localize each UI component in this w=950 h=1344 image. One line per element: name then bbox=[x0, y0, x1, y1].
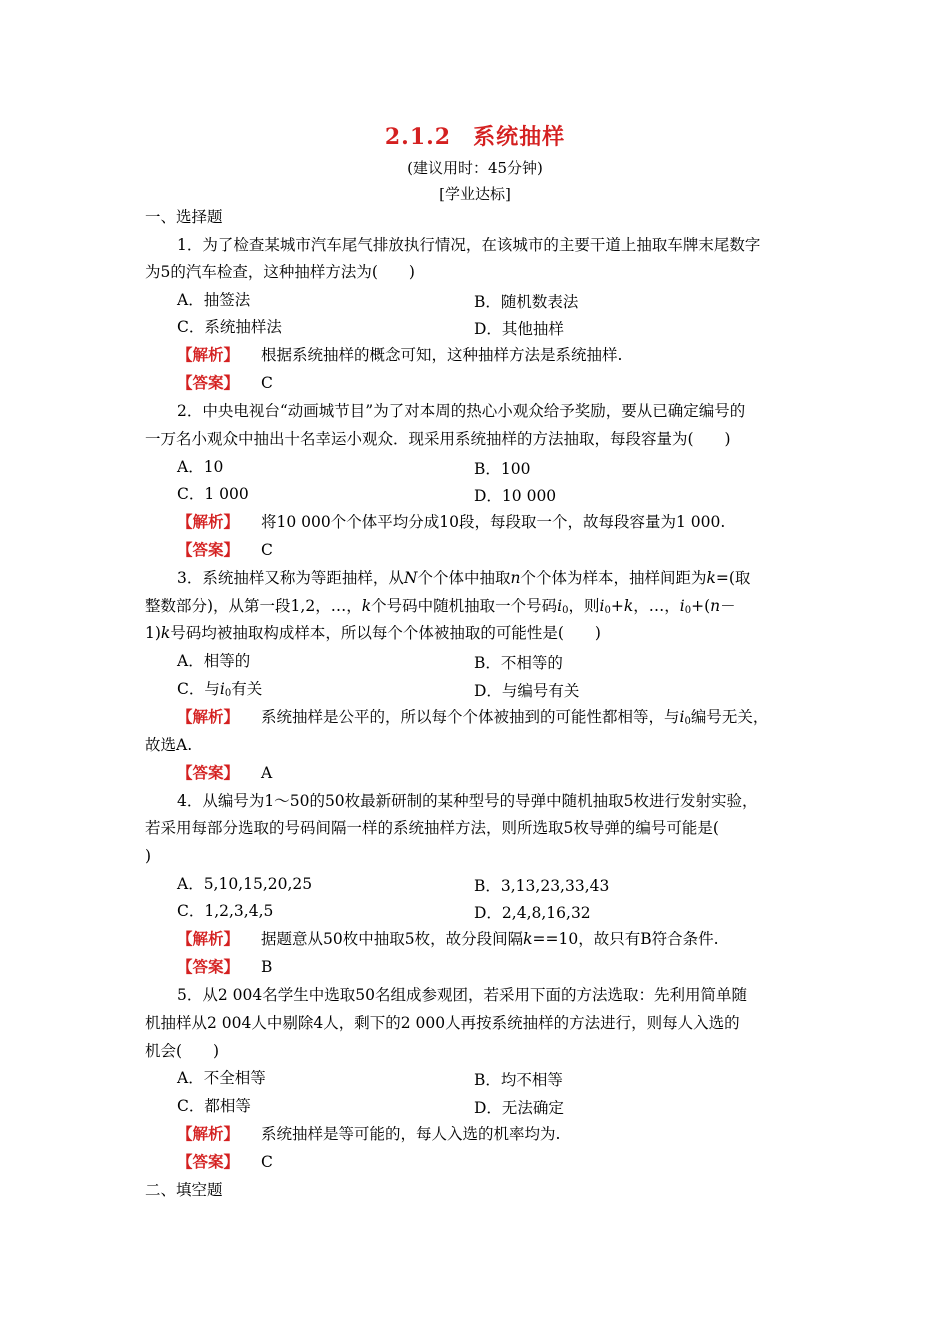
q4-stem-line1: 4．从编号为1～50的50枚最新研制的某种型号的导弹中随机抽取5枚进行发射实验， bbox=[177, 792, 758, 810]
q3-stem-line2: 整数部分)，从第一段1,2，…，k个号码中随机抽取一个号码$i_0$，则$i_0+k$，…，$i_0+(n-$ bbox=[145, 597, 736, 616]
answer-label: 【答案】 bbox=[177, 540, 240, 559]
q3-stem-line1: 3．系统抽样又称为等距抽样，从N个个体中抽取n个个体为样本，抽样间距为k=(取 bbox=[177, 569, 751, 587]
q4-analysis: 【解析】 据题意从50枚中抽取5枚，故分段间隔k==10，故只有B符合条件. bbox=[177, 929, 719, 948]
q4-stem-line2: 若采用每部分选取的号码间隔一样的系统抽样方法，则所选取5枚导弹的编号可能是( bbox=[145, 819, 719, 837]
section-tag: [学业达标] bbox=[439, 185, 511, 203]
q2-answer-text: C bbox=[261, 541, 273, 559]
q1-option-d: D．其他抽样 bbox=[474, 320, 564, 338]
q1-answer-text: C bbox=[261, 374, 273, 392]
q1-stem-line2: 为5的汽车检查，这种抽样方法为( ) bbox=[145, 263, 415, 281]
q1-stem-line1: 1．为了检查某城市汽车尾气排放执行情况，在该城市的主要干道上抽取车牌末尾数字 bbox=[177, 236, 761, 254]
answer-label: 【答案】 bbox=[177, 957, 240, 976]
answer-label: 【答案】 bbox=[177, 763, 240, 782]
analysis-label: 【解析】 bbox=[177, 929, 240, 948]
q2-analysis-text: 将10 000个个体平均分成10段，每段取一个，故每段容量为1 000. bbox=[261, 513, 726, 531]
q5-option-b: B．均不相等 bbox=[474, 1071, 563, 1089]
answer-label: 【答案】 bbox=[177, 373, 240, 392]
q3-option-c: C．与$i_0$有关 bbox=[177, 680, 263, 699]
q4-stem-line3: ) bbox=[145, 847, 152, 865]
q3-stem-line3: 1)k号码均被抽取构成样本，所以每个个体被抽取的可能性是( ) bbox=[145, 624, 601, 642]
q5-stem-line3: 机会( ) bbox=[145, 1042, 220, 1060]
q1-analysis-text: 根据系统抽样的概念可知，这种抽样方法是系统抽样. bbox=[261, 346, 623, 364]
q2-option-c: C．1 000 bbox=[177, 485, 249, 503]
q3-analysis: 【解析】 系统抽样是公平的，所以每个个体被抽到的可能性都相等，与$i_0$编号无关， bbox=[177, 707, 769, 727]
q2-option-d: D．10 000 bbox=[474, 487, 557, 505]
q3-answer bbox=[177, 763, 847, 783]
q4-answer-text: B bbox=[261, 958, 273, 976]
q4-option-a: A．5,10,15,20,25 bbox=[177, 875, 313, 893]
q5-stem-line2: 机抽样从2 004人中剔除4人，剩下的2 000人再按系统抽样的方法进行，则每人入选的 bbox=[145, 1014, 740, 1032]
q1-option-c: C．系统抽样法 bbox=[177, 318, 282, 336]
q3-option-b: B．不相等的 bbox=[474, 654, 563, 672]
analysis-label: 【解析】 bbox=[177, 512, 240, 531]
q4-answer bbox=[177, 957, 847, 977]
section-heading-fill: 二、填空题 bbox=[145, 1181, 223, 1199]
q2-stem-line2: 一万名小观众中抽出十名幸运小观众．现采用系统抽样的方法抽取，每段容量为( ) bbox=[145, 430, 731, 448]
analysis-label: 【解析】 bbox=[177, 345, 240, 364]
q1-option-a: A．抽签法 bbox=[177, 291, 251, 309]
q3-analysis-line2: 故选A. bbox=[145, 736, 193, 754]
q3-option-d: D．与编号有关 bbox=[474, 682, 580, 700]
q5-analysis-text: 系统抽样是等可能的，每人入选的机率均为. bbox=[261, 1125, 561, 1143]
q5-answer bbox=[177, 1152, 847, 1172]
q4-option-b: B．3,13,23,33,43 bbox=[474, 877, 610, 895]
q1-answer bbox=[177, 373, 847, 393]
q2-stem-line1: 2．中央电视台“动画城节目”为了对本周的热心小观众给予奖励，要从已确定编号的 bbox=[177, 402, 746, 420]
answer-label: 【答案】 bbox=[177, 1152, 240, 1171]
subtitle: (建议用时：45分钟) bbox=[407, 159, 543, 177]
q5-option-c: C．都相等 bbox=[177, 1097, 251, 1115]
q2-option-a: A．10 bbox=[177, 458, 224, 476]
title-text: 系统抽样 bbox=[473, 124, 566, 150]
section-heading-choice: 一、选择题 bbox=[145, 208, 223, 226]
analysis-label: 【解析】 bbox=[177, 1124, 240, 1143]
q2-option-b: B．100 bbox=[474, 460, 531, 478]
title-number: 2.1.2 bbox=[384, 124, 452, 150]
q5-analysis bbox=[177, 1124, 847, 1144]
q1-option-b: B．随机数表法 bbox=[474, 293, 579, 311]
q3-answer-text: A bbox=[261, 764, 273, 782]
q4-option-c: C．1,2,3,4,5 bbox=[177, 902, 274, 920]
q5-stem-line1: 5．从2 004名学生中选取50名组成参观团，若采用下面的方法选取：先利用简单随 bbox=[177, 986, 747, 1004]
q5-answer-text: C bbox=[261, 1153, 273, 1171]
q2-answer bbox=[177, 540, 847, 560]
q5-option-a: A．不全相等 bbox=[177, 1069, 266, 1087]
q2-analysis bbox=[177, 512, 847, 532]
q5-option-d: D．无法确定 bbox=[474, 1099, 564, 1117]
analysis-label: 【解析】 bbox=[177, 707, 240, 726]
q4-option-d: D．2,4,8,16,32 bbox=[474, 904, 591, 922]
q3-option-a: A．相等的 bbox=[177, 652, 251, 670]
q1-analysis bbox=[177, 345, 847, 365]
page-title bbox=[0, 120, 950, 151]
